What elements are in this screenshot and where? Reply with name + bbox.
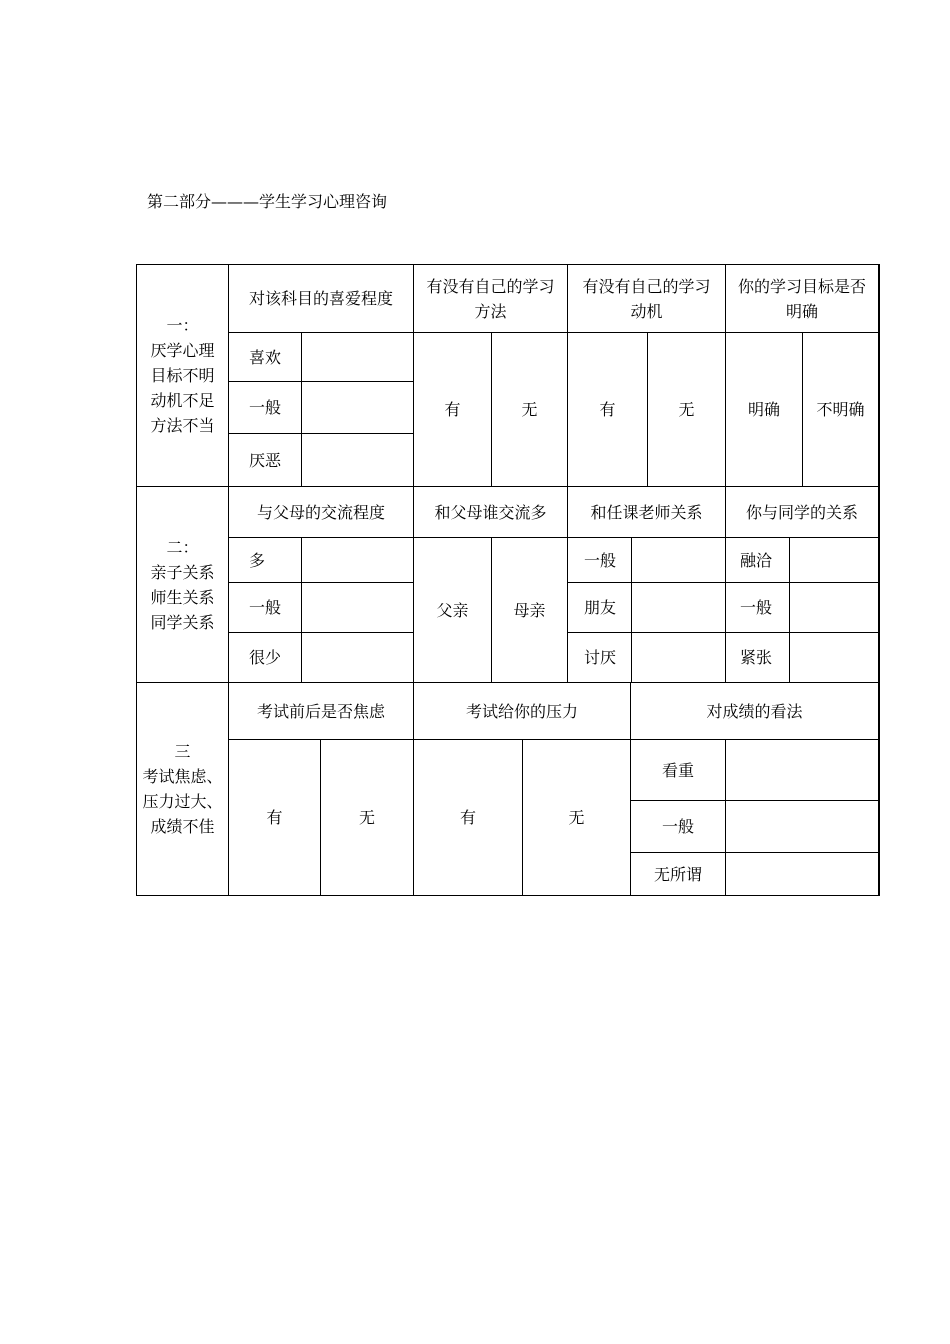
pressure-no: 无 [568, 808, 585, 827]
header-exam-pressure: 考试给你的压力 [465, 701, 578, 721]
classmate-average: 一般 [740, 598, 773, 617]
section-1-label: 一： 厌学心理 目标不明 动机不足 方法不当 [150, 316, 215, 435]
s3-col-line [725, 739, 726, 896]
teacher-average: 一般 [584, 550, 617, 570]
s2-col-line [631, 537, 632, 683]
option-mother: 母亲 [513, 600, 546, 620]
pressure-yes: 有 [459, 808, 476, 827]
method-yes: 有 [444, 400, 461, 419]
header-parent-communication: 与父母的交流程度 [256, 502, 385, 522]
classmate-harmonious: 融洽 [740, 550, 773, 570]
table-border-right [878, 264, 880, 896]
header-exam-anxiety: 考试前后是否焦虑 [256, 701, 385, 721]
option-father: 父亲 [436, 600, 469, 620]
option-like: 喜欢 [249, 347, 282, 367]
option-much: 多 [249, 550, 266, 570]
header-which-parent: 和父母谁交流多 [434, 502, 547, 522]
header-method: 有没有自己的学习 方法 [426, 276, 555, 321]
header-grade-view: 对成绩的看法 [706, 701, 803, 721]
s2-col-line [301, 537, 302, 683]
header-teacher-relation: 和任课老师关系 [590, 502, 703, 522]
goal-clear: 明确 [747, 400, 780, 419]
goal-unclear: 不明确 [816, 400, 865, 419]
motivation-no: 无 [678, 400, 695, 419]
header-motivation: 有没有自己的学习 动机 [582, 276, 711, 321]
option-average: 一般 [249, 598, 282, 617]
section-3-label: 三 考试焦虑、 压力过大、 成绩不佳 [142, 742, 223, 836]
section-2-label: 二： 亲子关系 师生关系 同学关系 [150, 537, 215, 632]
option-neutral: 一般 [249, 398, 282, 417]
s2-col-line [789, 537, 790, 683]
table-border-bottom [136, 895, 880, 896]
motivation-yes: 有 [599, 400, 616, 419]
section-title: 第二部分———学生学习心理咨询 [147, 192, 388, 211]
header-classmate-relation: 你与同学的关系 [745, 502, 858, 522]
anxiety-no: 无 [358, 808, 375, 827]
teacher-friend: 朋友 [584, 598, 617, 617]
method-no: 无 [521, 400, 538, 419]
s1-col-line [301, 332, 302, 487]
anxiety-yes: 有 [266, 808, 283, 827]
option-little: 很少 [249, 648, 282, 667]
grade-important: 看重 [661, 760, 694, 780]
header-goal: 你的学习目标是否 明确 [737, 276, 866, 321]
classmate-tense: 紧张 [740, 648, 773, 667]
option-dislike: 厌恶 [249, 450, 282, 470]
header-liking: 对该科目的喜爱程度 [248, 289, 393, 308]
grade-average: 一般 [661, 817, 694, 836]
grade-indifferent: 无所谓 [653, 864, 702, 884]
teacher-dislike: 讨厌 [584, 648, 617, 667]
